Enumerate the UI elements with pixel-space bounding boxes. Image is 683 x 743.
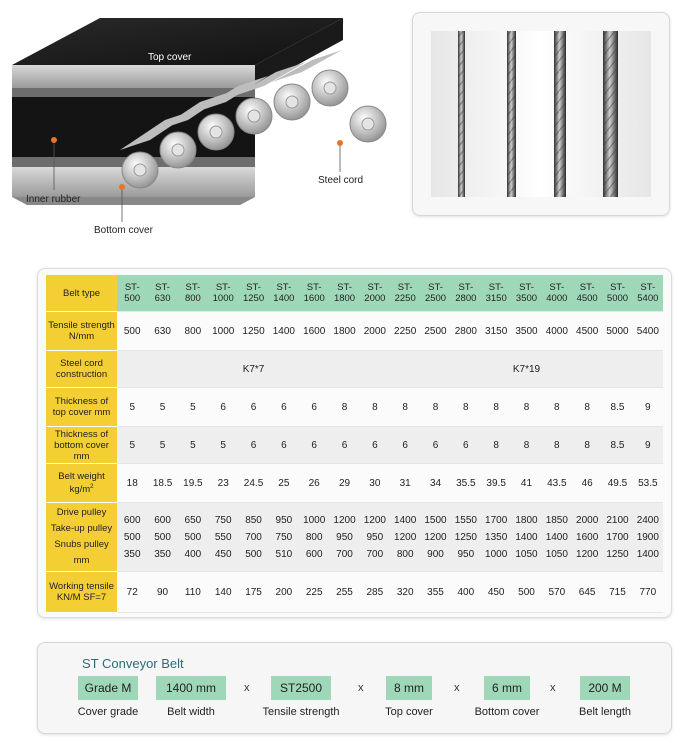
steel-cord-marker (337, 140, 343, 146)
working-tensile-cell: 255 (329, 572, 359, 613)
takeup-pulley-value: 1600 (576, 531, 599, 543)
top-cover-cell: 5 (147, 388, 177, 427)
belt-type-cell: ST- 800 (178, 275, 208, 312)
ordering-code-panel (37, 642, 672, 734)
drive-pulley-value: 600 (123, 514, 141, 526)
belt-width-caption: Belt width (167, 706, 215, 718)
drive-pulley-value: 1200 (363, 514, 386, 526)
bottom-cover-thickness-label: Thickness of bottom cover mm (46, 427, 117, 464)
tensile-cell: 1250 (238, 312, 268, 351)
top-cover-cell: 8.5 (602, 388, 632, 427)
weight-cell: 41 (511, 464, 541, 503)
snubs-pulley-value: 1050 (545, 548, 568, 560)
pulley-cell (269, 503, 299, 572)
drive-pulley-value: 2000 (576, 514, 599, 526)
working-tensile-cell: 90 (147, 572, 177, 613)
bottom-cover-cell: 5 (178, 427, 208, 464)
tensile-cell: 1400 (269, 312, 299, 351)
pulley-cell (542, 503, 572, 572)
takeup-pulley-value: 1400 (515, 531, 538, 543)
drive-pulley-value: 600 (154, 514, 171, 526)
spec-table-panel (37, 268, 672, 618)
tensile-cell: 5400 (633, 312, 663, 351)
tensile-cell: 5000 (602, 312, 632, 351)
drive-pulley-value: 1700 (485, 514, 508, 526)
bottom-cover-cell: 6 (299, 427, 329, 464)
drive-pulley-value: 950 (275, 514, 293, 526)
top-cover-cell: 8 (420, 388, 450, 427)
belt-length-box: 200 M (580, 676, 630, 700)
tensile-cell: 1000 (208, 312, 238, 351)
takeup-pulley-value: 1200 (424, 531, 447, 543)
drive-pulley-value: 1550 (454, 514, 477, 526)
takeup-pulley-value: 550 (214, 531, 232, 543)
belt-weight-label: Belt weight $kg/m^2$ (46, 464, 117, 503)
bottom-cover-marker (119, 184, 125, 190)
drive-pulley-value: 1850 (545, 514, 568, 526)
belt-type-cell: ST- 1000 (208, 275, 238, 312)
drive-pulley-value: 2400 (636, 514, 659, 526)
bottom-cover-cell: 6 (390, 427, 420, 464)
weight-cell: 43.5 (542, 464, 572, 503)
bottom-cover-cell: 8 (542, 427, 572, 464)
top-cover-thickness-row (46, 388, 663, 427)
top-cover-label: Top cover (148, 52, 192, 63)
belt-type-cell: ST- 1250 (238, 275, 268, 312)
belt-width-box: 1400 mm (156, 676, 226, 700)
tensile-cell: 1600 (299, 312, 329, 351)
working-tensile-cell: 110 (178, 572, 208, 613)
bottom-cover-cell: 6 (451, 427, 481, 464)
construction-label: Steel cord construction (46, 351, 117, 388)
top-cover-cell: 6 (269, 388, 299, 427)
tensile-cell: 2000 (360, 312, 390, 351)
bottom-cover-cell: 8 (511, 427, 541, 464)
pulley-cell (451, 503, 481, 572)
top-cover-cell: 5 (117, 388, 147, 427)
top-cover-cell: 8 (360, 388, 390, 427)
belt-weight-row (46, 464, 663, 503)
belt-type-cell: ST- 500 (117, 275, 147, 312)
top-cover-cell: 8 (451, 388, 481, 427)
takeup-pulley-value: 700 (245, 531, 262, 543)
belt-type-cell: ST- 2000 (360, 275, 390, 312)
working-tensile-cell: 140 (208, 572, 238, 613)
ordering-code-title: ST Conveyor Belt (82, 656, 184, 671)
tensile-strength-caption: Tensile strength (262, 706, 340, 718)
separator-x: x (358, 682, 364, 694)
top-cover-cell: 8 (481, 388, 511, 427)
top-cover-cell: 8 (542, 388, 572, 427)
working-tensile-cell: 500 (511, 572, 541, 613)
pulley-cell (147, 503, 177, 572)
tensile-cell: 1800 (329, 312, 359, 351)
tensile-cell: 800 (178, 312, 208, 351)
working-tensile-cell: 200 (269, 572, 299, 613)
tensile-cell: 2500 (420, 312, 450, 351)
tensile-cell: 3500 (511, 312, 541, 351)
snubs-pulley-value: 900 (427, 548, 444, 560)
takeup-pulley-value: 750 (275, 531, 293, 543)
pulley-label: Drive pulley Take-up pulley Snubs pulley mm (46, 503, 117, 572)
drive-pulley-value: 750 (214, 514, 232, 526)
bottom-cover-cell: 8 (572, 427, 602, 464)
tensile-cell: 2800 (451, 312, 481, 351)
tensile-strength-label: Tensile strength N/mm (46, 312, 117, 351)
top-cover-cell: 8 (390, 388, 420, 427)
weight-cell: 19.5 (178, 464, 208, 503)
snubs-pulley-value: 1050 (515, 548, 538, 560)
bottom-cover-cell: 5 (208, 427, 238, 464)
construction-row (46, 351, 663, 388)
tensile-cell: 4000 (542, 312, 572, 351)
bottom-cover-cell: 8 (481, 427, 511, 464)
takeup-pulley-value: 950 (336, 531, 353, 543)
snubs-pulley-value: 1250 (606, 548, 629, 560)
working-tensile-cell: 570 (542, 572, 572, 613)
bottom-cover-label: Bottom cover (94, 225, 153, 236)
working-tensile-cell: 355 (420, 572, 450, 613)
snubs-pulley-value: 1200 (576, 548, 599, 560)
working-tensile-cell: 715 (602, 572, 632, 613)
separator-x: x (244, 682, 250, 694)
pulley-cell (329, 503, 359, 572)
top-cover-cell: 8 (511, 388, 541, 427)
working-tensile-cell: 225 (299, 572, 329, 613)
belt-length-caption: Belt length (579, 706, 631, 718)
belt-type-cell: ST- 2500 (420, 275, 450, 312)
steel-cable-photo-panel (412, 12, 670, 216)
inner-rubber-label: Inner rubber (26, 194, 81, 205)
weight-cell: 30 (360, 464, 390, 503)
snubs-pulley-value: 700 (336, 548, 353, 560)
weight-cell: 46 (572, 464, 602, 503)
steel-cord-label: Steel cord (318, 175, 364, 186)
snubs-pulley-value: 800 (396, 548, 414, 560)
pulley-cell (633, 503, 663, 572)
construction-k7x7-cell: K7*7 (117, 351, 390, 388)
bottom-cover-cell: 6 (360, 427, 390, 464)
top-cover-cell: 9 (633, 388, 663, 427)
separator-x: x (550, 682, 556, 694)
top-cover-box: 8 mm (386, 676, 432, 700)
snubs-pulley-value: 500 (245, 548, 262, 560)
weight-cell: 31 (390, 464, 420, 503)
snubs-pulley-value: 350 (154, 548, 171, 560)
belt-cross-section-illustration (0, 0, 400, 250)
tensile-cell: 2250 (390, 312, 420, 351)
belt-type-cell: ST- 1800 (329, 275, 359, 312)
pulley-cell (208, 503, 238, 572)
takeup-pulley-value: 1250 (454, 531, 477, 543)
top-cover-cell: 5 (178, 388, 208, 427)
drive-pulley-value: 1200 (333, 514, 356, 526)
cover-grade-box: Grade M (78, 676, 138, 700)
bottom-cover-cell: 6 (238, 427, 268, 464)
tensile-cell: 4500 (572, 312, 602, 351)
separator-x: x (454, 682, 460, 694)
belt-type-cell: ST- 5000 (602, 275, 632, 312)
snubs-pulley-value: 700 (366, 548, 384, 560)
weight-cell: 53.5 (633, 464, 663, 503)
top-cover-caption: Top cover (385, 706, 433, 718)
snubs-pulley-value: 450 (214, 548, 232, 560)
working-tensile-cell: 175 (238, 572, 268, 613)
bottom-cover-cell: 6 (329, 427, 359, 464)
snubs-pulley-value: 950 (457, 548, 475, 560)
top-cover-thickness-label: Thickness of top cover mm (46, 388, 117, 427)
drive-pulley-value: 1400 (394, 514, 417, 526)
takeup-pulley-value: 1350 (485, 531, 508, 543)
weight-cell: 49.5 (602, 464, 632, 503)
drive-pulley-value: 650 (184, 514, 202, 526)
top-cover-layer (12, 65, 255, 88)
tensile-cell: 500 (117, 312, 147, 351)
weight-cell: 34 (420, 464, 450, 503)
working-tensile-cell: 400 (451, 572, 481, 613)
takeup-pulley-value: 1900 (636, 531, 659, 543)
pulley-cell (511, 503, 541, 572)
top-cover-cell: 6 (299, 388, 329, 427)
weight-cell: 23 (208, 464, 238, 503)
tensile-cell: 3150 (481, 312, 511, 351)
snubs-pulley-value: 600 (305, 548, 323, 560)
tensile-strength-box: ST2500 (271, 676, 331, 700)
bottom-cover-thickness-row (46, 427, 663, 464)
belt-diagram (0, 0, 400, 250)
belt-type-cell: ST- 3150 (481, 275, 511, 312)
takeup-pulley-value: 500 (184, 531, 202, 543)
belt-type-cell: ST- 5400 (633, 275, 663, 312)
working-tensile-label: Working tensile KN/M SF=7 (46, 572, 117, 613)
belt-type-label: Belt type (46, 275, 117, 312)
construction-k7x19-cell: K7*19 (390, 351, 663, 388)
working-tensile-cell: 285 (360, 572, 390, 613)
pulley-cell (117, 503, 147, 572)
belt-type-cell: ST- 2250 (390, 275, 420, 312)
drive-pulley-value: 1000 (303, 514, 326, 526)
pulley-row (46, 503, 663, 572)
weight-cell: 25 (269, 464, 299, 503)
snubs-pulley-value: 400 (184, 548, 202, 560)
pulley-cell (420, 503, 450, 572)
weight-cell: 29 (329, 464, 359, 503)
top-cover-cell: 6 (208, 388, 238, 427)
working-tensile-cell: 320 (390, 572, 420, 613)
drive-pulley-value: 1500 (424, 514, 447, 526)
spec-table (46, 275, 663, 613)
top-cover-cell: 8 (572, 388, 602, 427)
bottom-cover-cell: 5 (147, 427, 177, 464)
snubs-pulley-value: 1400 (636, 548, 659, 560)
drive-pulley-value: 2100 (606, 514, 629, 526)
weight-cell: 18 (117, 464, 147, 503)
takeup-pulley-value: 1400 (545, 531, 568, 543)
working-tensile-cell: 450 (481, 572, 511, 613)
tensile-cell: 630 (147, 312, 177, 351)
takeup-pulley-value: 1200 (394, 531, 417, 543)
takeup-pulley-value: 800 (305, 531, 323, 543)
steel-cables-image (431, 31, 651, 197)
tensile-strength-row (46, 312, 663, 351)
belt-type-cell: ST- 4500 (572, 275, 602, 312)
working-tensile-cell: 645 (572, 572, 602, 613)
snubs-pulley-value: 1000 (485, 548, 508, 560)
pulley-cell (178, 503, 208, 572)
bottom-cover-cell: 5 (117, 427, 147, 464)
belt-type-cell: ST- 1400 (269, 275, 299, 312)
snubs-pulley-value: 350 (123, 548, 141, 560)
snubs-pulley-value: 510 (275, 548, 293, 560)
top-cover-cell: 8 (329, 388, 359, 427)
drive-pulley-value: 1800 (515, 514, 538, 526)
bottom-cover-cell: 6 (269, 427, 299, 464)
pulley-cell (299, 503, 329, 572)
working-tensile-cell: 72 (117, 572, 147, 613)
belt-type-header-row (46, 275, 663, 312)
belt-type-cell: ST- 1600 (299, 275, 329, 312)
bottom-cover-caption: Bottom cover (474, 706, 540, 718)
working-tensile-row (46, 572, 663, 613)
pulley-cell (481, 503, 511, 572)
pulley-cell (572, 503, 602, 572)
takeup-pulley-value: 1700 (606, 531, 629, 543)
belt-type-cell: ST- 4000 (542, 275, 572, 312)
pulley-cell (238, 503, 268, 572)
weight-cell: 18.5 (147, 464, 177, 503)
pulley-cell (602, 503, 632, 572)
drive-pulley-value: 850 (245, 514, 262, 526)
cover-grade-caption: Cover grade (77, 706, 139, 718)
inner-rubber-marker (51, 137, 57, 143)
bottom-cover-cell: 6 (420, 427, 450, 464)
working-tensile-cell: 770 (633, 572, 663, 613)
bottom-cover-cell: 9 (633, 427, 663, 464)
bottom-cover-cell: 8.5 (602, 427, 632, 464)
weight-cell: 35.5 (451, 464, 481, 503)
takeup-pulley-value: 500 (154, 531, 171, 543)
belt-type-cell: ST- 2800 (451, 275, 481, 312)
weight-cell: 24.5 (238, 464, 268, 503)
pulley-cell (360, 503, 390, 572)
weight-cell: 26 (299, 464, 329, 503)
takeup-pulley-value: 950 (366, 531, 384, 543)
top-cover-cell: 6 (238, 388, 268, 427)
takeup-pulley-value: 500 (123, 531, 141, 543)
belt-type-cell: ST- 630 (147, 275, 177, 312)
weight-cell: 39.5 (481, 464, 511, 503)
belt-type-cell: ST- 3500 (511, 275, 541, 312)
bottom-cover-box: 6 mm (484, 676, 530, 700)
pulley-cell (390, 503, 420, 572)
